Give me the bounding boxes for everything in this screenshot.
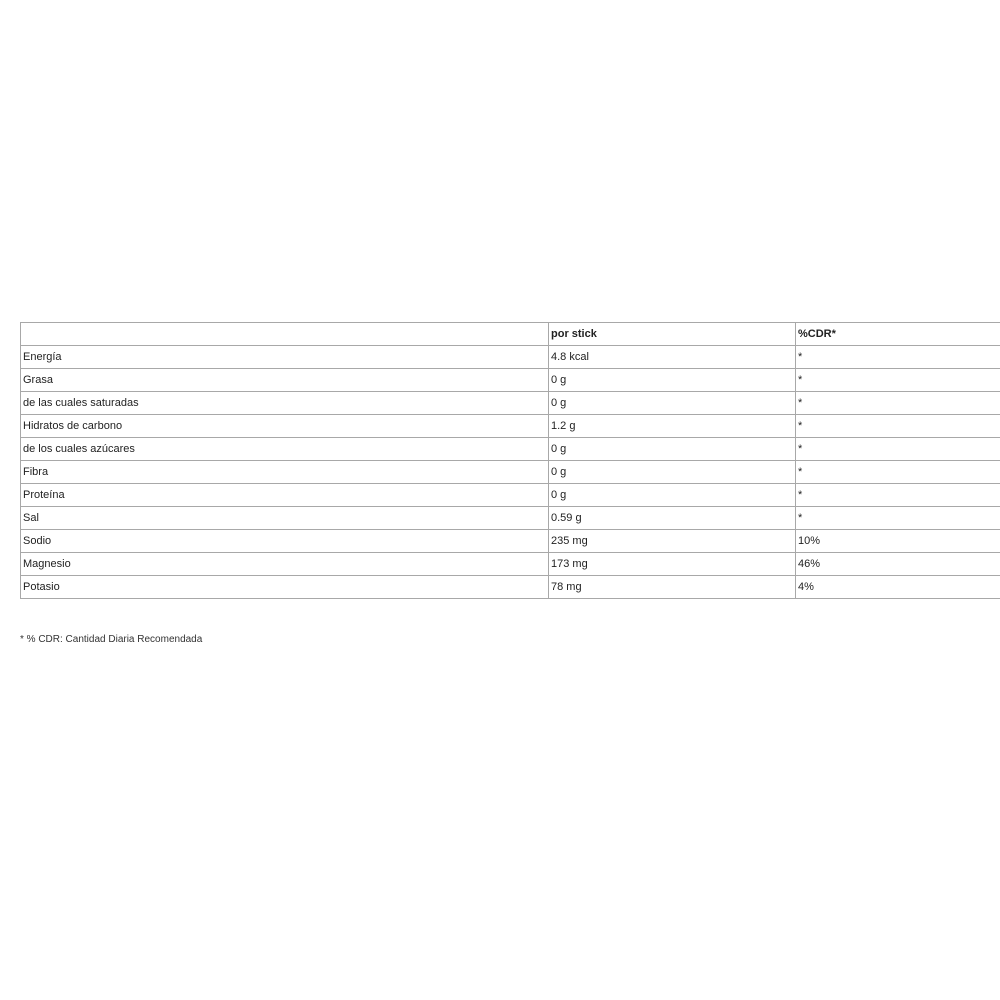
table-row [21,576,1000,599]
nutrient-value: 0.59 g [549,507,796,530]
header-per-stick: por stick [549,323,796,346]
header-cdr: %CDR* [796,323,1000,346]
nutrient-value: 0 g [549,484,796,507]
nutrient-cdr: * [796,392,1000,415]
nutrient-value: 235 mg [549,530,796,553]
nutrient-cdr: * [796,461,1000,484]
nutrient-label: Hidratos de carbono [21,415,549,438]
nutrient-label: Energía [21,346,549,369]
footnote: * % CDR: Cantidad Diaria Recomendada [20,634,203,645]
table-row [21,369,1000,392]
nutrient-label: Fibra [21,461,549,484]
table-row [21,484,1000,507]
nutrient-value: 78 mg [549,576,796,599]
nutrient-value: 0 g [549,392,796,415]
nutrient-cdr: * [796,369,1000,392]
nutrient-value: 1.2 g [549,415,796,438]
table-row [21,415,1000,438]
table-row [21,461,1000,484]
nutrient-label: Potasio [21,576,549,599]
table-row [21,553,1000,576]
table-header-row [21,323,1000,346]
table-row [21,392,1000,415]
nutrient-label: Magnesio [21,553,549,576]
table-row [21,346,1000,369]
nutrient-value: 0 g [549,438,796,461]
nutrient-value: 4.8 kcal [549,346,796,369]
nutrient-cdr: 10% [796,530,1000,553]
table-row [21,438,1000,461]
nutrient-label: Grasa [21,369,549,392]
nutrient-cdr: * [796,346,1000,369]
nutrient-label: de los cuales azúcares [21,438,549,461]
nutrient-value: 173 mg [549,553,796,576]
nutrient-cdr: * [796,438,1000,461]
nutrient-value: 0 g [549,461,796,484]
nutrient-cdr: * [796,507,1000,530]
nutrient-cdr: 46% [796,553,1000,576]
nutrient-cdr: * [796,415,1000,438]
nutrient-cdr: 4% [796,576,1000,599]
nutrient-label: Sodio [21,530,549,553]
table-row [21,530,1000,553]
header-nutrient [21,323,549,346]
nutrient-cdr: * [796,484,1000,507]
nutrient-label: Proteína [21,484,549,507]
nutrient-label: Sal [21,507,549,530]
table-row [21,507,1000,530]
nutrition-table [20,322,1000,599]
nutrient-label: de las cuales saturadas [21,392,549,415]
nutrient-value: 0 g [549,369,796,392]
